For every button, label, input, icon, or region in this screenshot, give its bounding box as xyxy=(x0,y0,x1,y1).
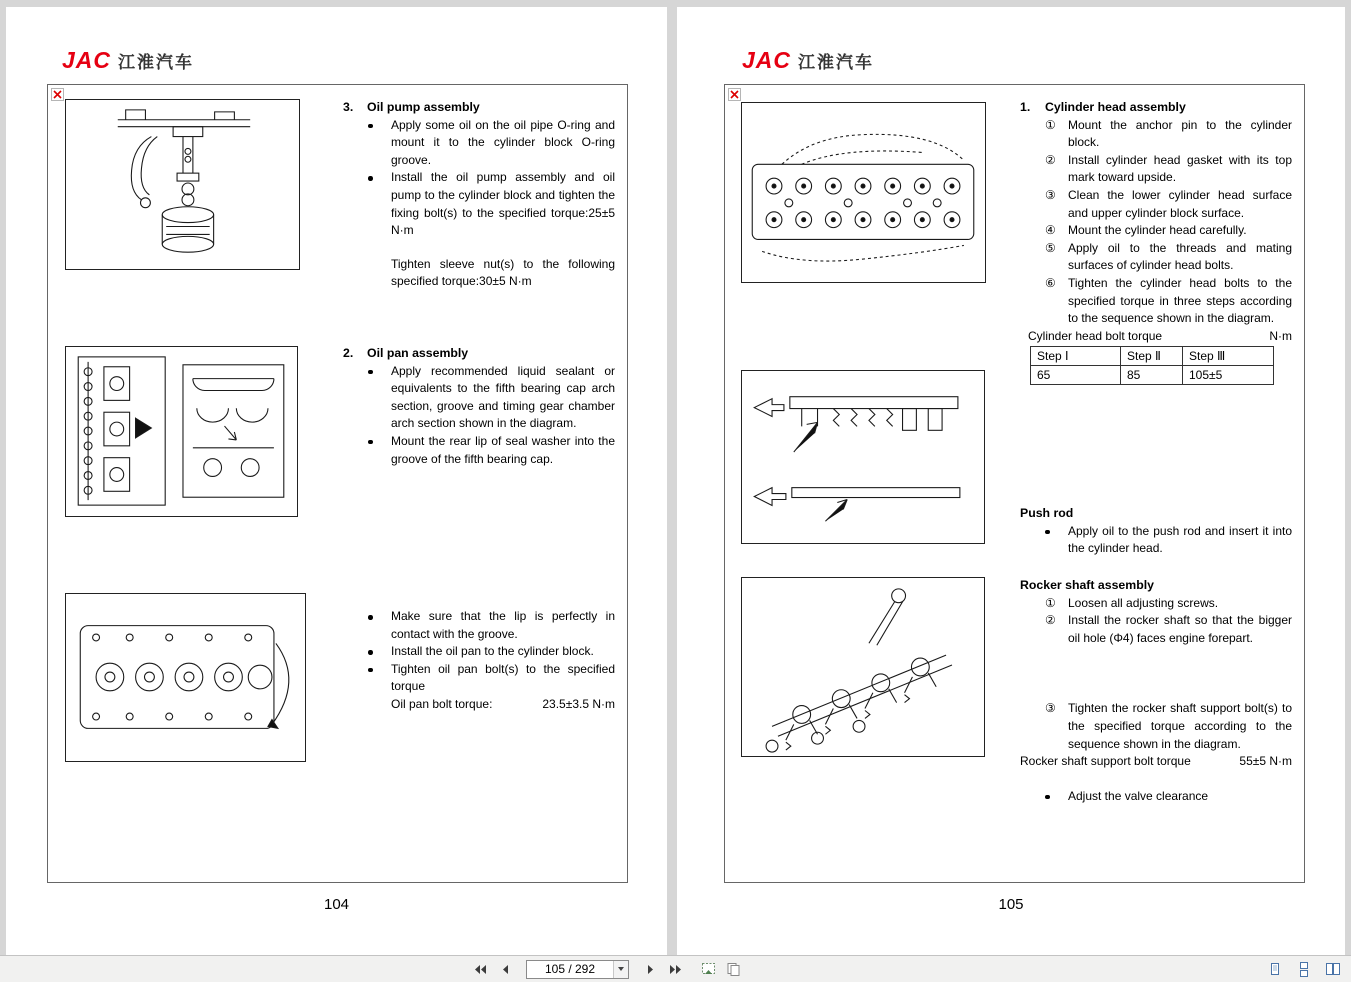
document-page-105 xyxy=(677,7,1345,955)
bullet-item xyxy=(343,661,615,696)
torque-value: 23.5±3.5 N·m xyxy=(542,696,615,711)
torque-spec xyxy=(1020,753,1292,771)
bullet-dot xyxy=(343,169,391,239)
section-number: 2. xyxy=(343,346,354,360)
torque-value: 55±5 N·m xyxy=(1239,754,1292,769)
jac-logo-text: JAC xyxy=(742,47,792,73)
previous-page-button[interactable] xyxy=(495,959,515,979)
numbered-step xyxy=(1045,117,1292,152)
table-value-cell: 65 xyxy=(1031,366,1121,385)
bullet-text: Install the oil pump assembly and oil pump to the cylinder block and tighten the fixing bolt(s) to the specified torque:25±5 N·m xyxy=(391,170,615,238)
torque-spec xyxy=(391,696,615,714)
bullet-item xyxy=(343,608,615,643)
figure-push-rod xyxy=(741,370,985,544)
numbered-step xyxy=(1045,275,1292,328)
section-number: 1. xyxy=(1020,100,1031,114)
section-number: 3. xyxy=(343,100,354,114)
step-number: ④ xyxy=(1045,223,1056,238)
snapshot-button[interactable] xyxy=(698,959,718,979)
last-page-icon xyxy=(669,964,682,975)
bullet-dot xyxy=(343,608,391,643)
bullet-text: Mount the rear lip of seal washer into the groove of the fifth bearing cap. xyxy=(391,433,615,466)
bullet-text: Make sure that the lip is perfectly in contact with the groove. xyxy=(391,609,615,641)
section-title: Rocker shaft assembly xyxy=(1020,578,1154,592)
step-text: Mount the cylinder head carefully. xyxy=(1068,223,1247,238)
continuous-view-button[interactable] xyxy=(1294,959,1314,979)
previous-page-icon xyxy=(500,964,511,975)
numbered-step xyxy=(1045,222,1292,240)
section-heading xyxy=(343,99,615,117)
bullet-item xyxy=(343,117,615,170)
bullet-text: Install the oil pan to the cylinder block. xyxy=(391,644,594,659)
section-rocker-shaft xyxy=(1020,577,1292,805)
numbered-step xyxy=(1045,240,1292,275)
figure-cylinder-head-sequence xyxy=(741,102,986,283)
torque-label: Rocker shaft support bolt torque xyxy=(1020,754,1191,769)
figure-cylinder-block-bottom xyxy=(65,593,306,762)
viewer-toolbar xyxy=(0,955,1351,982)
section-oil-pump xyxy=(343,99,615,291)
next-page-icon xyxy=(645,964,656,975)
step-number: ③ xyxy=(1045,701,1056,716)
single-page-view-button[interactable] xyxy=(1265,959,1285,979)
bullet-dot xyxy=(343,661,391,696)
bullet-dot xyxy=(343,433,391,468)
copy-page-button[interactable] xyxy=(723,959,743,979)
table-row xyxy=(1031,366,1274,385)
step-text: Clean the lower cylinder head surface and upper cylinder block surface. xyxy=(1068,187,1292,220)
step-text: Mount the anchor pin to the cylinder block. xyxy=(1068,117,1292,150)
bullet-text: Apply some oil on the oil pipe O-ring and mount it to the cylinder block O-ring groove. xyxy=(391,117,615,167)
table-header-cell: Step Ⅰ xyxy=(1031,347,1121,366)
table-row xyxy=(1031,347,1274,366)
copy-page-icon xyxy=(726,962,741,976)
numbered-step xyxy=(1045,612,1292,647)
section-cylinder-head xyxy=(1020,99,1292,385)
step-number: ③ xyxy=(1045,187,1056,202)
section-oil-pan xyxy=(343,345,615,468)
bullet-dot xyxy=(343,117,391,170)
last-page-button[interactable] xyxy=(665,959,685,979)
note-text: Tighten sleeve nut(s) to the following specified torque:30±5 N·m xyxy=(391,256,615,289)
continuous-view-icon xyxy=(1297,962,1311,977)
table-header-cell: Step Ⅱ xyxy=(1121,347,1183,366)
bullet-dot xyxy=(1045,523,1068,558)
section-heading xyxy=(343,345,615,363)
bullet-dot xyxy=(343,643,391,661)
bullet-dot xyxy=(1045,788,1068,806)
section-title: Cylinder head assembly xyxy=(1045,100,1186,114)
section-title: Oil pump assembly xyxy=(367,100,480,114)
numbered-step xyxy=(1045,187,1292,222)
next-page-button[interactable] xyxy=(640,959,660,979)
step-number: ② xyxy=(1045,613,1056,628)
step-text: Install cylinder head gasket with its top mark toward upside. xyxy=(1068,152,1292,185)
page-number-combo xyxy=(526,960,629,979)
page-number: 104 xyxy=(323,896,350,913)
bullet-item xyxy=(343,643,615,661)
first-page-button[interactable] xyxy=(470,959,490,979)
jac-logo-text: JAC xyxy=(62,47,112,73)
figure-rocker-shaft xyxy=(741,577,985,757)
bullet-item xyxy=(343,169,615,239)
torque-spec xyxy=(1028,328,1292,346)
section-title: Oil pan assembly xyxy=(367,346,469,360)
step-number: ① xyxy=(1045,595,1056,610)
numbered-step xyxy=(1045,152,1292,187)
bullet-text: Apply oil to the push rod and insert it into the cylinder head. xyxy=(1068,523,1292,556)
facing-pages-view-button[interactable] xyxy=(1323,959,1343,979)
table-header-cell: Step Ⅲ xyxy=(1183,347,1274,366)
torque-table xyxy=(1030,346,1274,385)
bullet-text: Adjust the valve clearance xyxy=(1068,788,1209,803)
view-mode-buttons xyxy=(1265,956,1343,982)
table-value-cell: 105±5 xyxy=(1183,366,1274,385)
document-page-104 xyxy=(6,7,667,955)
torque-label: Cylinder head bolt torque xyxy=(1028,328,1163,343)
step-text: Loosen all adjusting screws. xyxy=(1068,595,1219,610)
snapshot-icon xyxy=(701,962,716,976)
jac-logo-chinese: 江淮汽车 xyxy=(118,53,195,72)
numbered-step xyxy=(1045,700,1292,753)
facing-pages-view-icon xyxy=(1325,962,1341,977)
section-oil-pan-install xyxy=(343,608,615,714)
figure-oil-pan-sealant xyxy=(65,346,298,517)
first-page-icon xyxy=(474,964,487,975)
jac-logo-chinese: 江淮汽车 xyxy=(798,53,875,72)
page-number-input[interactable] xyxy=(527,962,613,977)
single-page-view-icon xyxy=(1268,962,1282,977)
figure-oil-pump xyxy=(65,99,300,270)
step-text: Tighten the rocker shaft support bolt(s) to the specified torque according to the sequence shown in the diagram. xyxy=(1068,701,1292,751)
chevron-down-icon[interactable] xyxy=(613,961,628,978)
bullet-dot xyxy=(343,363,391,433)
bullet-item xyxy=(1045,523,1292,558)
step-text: Tighten the cylinder head bolts to the specified torque in three steps according to the sequence shown in the diagram. xyxy=(1068,275,1292,326)
step-text: Install the rocker shaft so that the bigger oil hole (Φ4) faces engine forepart. xyxy=(1068,613,1292,645)
bullet-item xyxy=(1045,788,1292,806)
section-heading xyxy=(1020,99,1292,117)
bullet-item xyxy=(343,363,615,433)
step-number: ⑥ xyxy=(1045,275,1056,290)
bullet-item xyxy=(343,433,615,468)
section-push-rod xyxy=(1020,505,1292,558)
numbered-step xyxy=(1045,595,1292,613)
broken-image-icon xyxy=(51,88,64,101)
page-number: 105 xyxy=(998,896,1024,913)
jac-logo xyxy=(62,47,194,74)
torque-label: Oil pan bolt torque: xyxy=(391,696,493,711)
bullet-text: Tighten oil pan bolt(s) to the specified torque xyxy=(391,661,615,694)
table-value-cell: 85 xyxy=(1121,366,1183,385)
step-text: Apply oil to the threads and mating surfaces of cylinder head bolts. xyxy=(1068,240,1292,273)
section-title: Push rod xyxy=(1020,506,1074,520)
step-number: ⑤ xyxy=(1045,240,1056,255)
torque-unit: N·m xyxy=(1269,328,1292,343)
broken-image-icon xyxy=(728,88,741,101)
page-navigation xyxy=(470,956,743,982)
step-number: ② xyxy=(1045,152,1056,167)
step-number: ① xyxy=(1045,117,1056,132)
jac-logo xyxy=(742,47,874,74)
bullet-text: Apply recommended liquid sealant or equivalents to the fifth bearing cap arch section, groove and timing gear chamber arch section shown in the diagram. xyxy=(391,363,615,431)
